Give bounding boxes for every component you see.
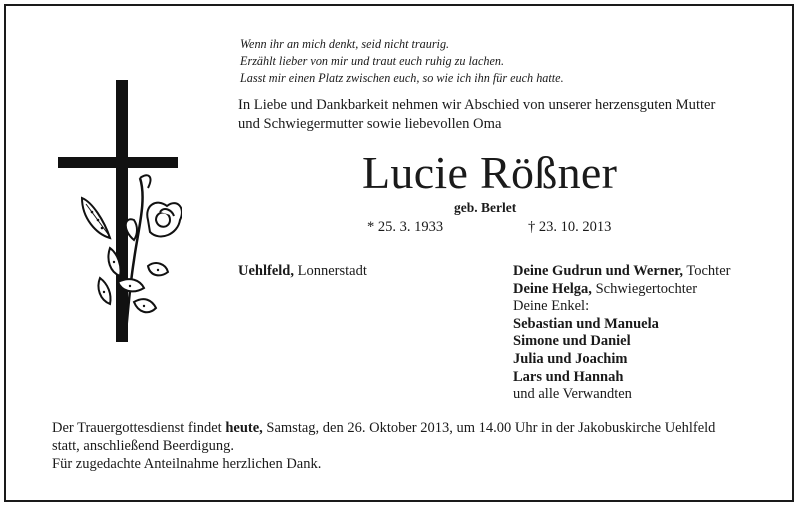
relatives-line: und alle Verwandten	[513, 386, 632, 403]
place-main: Uehlfeld,	[238, 263, 294, 279]
grandchild-pair: Lars und Hannah	[513, 368, 624, 385]
grandchild-pair: Sebastian und Manuela	[513, 315, 659, 332]
mourner-row	[513, 263, 730, 281]
grandchildren-label: Deine Enkel:	[513, 298, 590, 315]
intro-line: und Schwiegermutter sowie liebevollen Oma	[238, 116, 502, 132]
place-line	[238, 263, 367, 280]
place-secondary: Lonnerstadt	[293, 263, 367, 279]
mourner-names: Deine Gudrun und Werner,	[513, 263, 684, 279]
mourner-role: Tochter	[683, 263, 731, 279]
mourner-row	[513, 281, 730, 299]
intro-text	[238, 96, 715, 134]
maiden-name: geb. Berlet	[454, 200, 517, 215]
intro-line: In Liebe und Dankbarkeit nehmen wir Abschied von unserer herzensguten Mutter	[238, 97, 716, 113]
service-text: Der Trauergottesdienst findet	[52, 420, 226, 436]
mourner-role: Schwiegertochter	[591, 280, 698, 297]
cross-with-rose-icon	[52, 80, 182, 342]
grandchild-pair: Julia und Joachim	[513, 350, 628, 367]
poem-line: Lasst mir einen Platz zwischen euch, so wie ich ihn für euch hatte.	[240, 71, 564, 85]
service-line: statt, anschließend Beerdigung.	[52, 437, 235, 454]
mourners-list	[513, 263, 730, 404]
death-date: † 23. 10. 2013	[528, 219, 612, 235]
grandchild-pair: Simone und Daniel	[513, 333, 631, 350]
service-info	[52, 420, 715, 473]
poem	[240, 36, 564, 87]
thanks-line: Für zugedachte Anteilnahme herzlichen Dank.	[52, 455, 322, 472]
poem-line: Wenn ihr an mich denkt, seid nicht traurig.	[240, 37, 450, 51]
service-text: Samstag, den 26. Oktober 2013, um 14.00 Uhr in der Jakobuskirche Uehlfeld	[262, 420, 716, 436]
service-line	[52, 420, 715, 438]
deceased-name: Lucie Rößner	[362, 147, 618, 198]
service-today: heute,	[225, 420, 263, 436]
poem-line: Erzählt lieber von mir und traut euch ruhig zu lachen.	[240, 54, 505, 68]
mourner-names: Deine Helga,	[513, 280, 592, 297]
birth-date: * 25. 3. 1933	[367, 219, 444, 235]
